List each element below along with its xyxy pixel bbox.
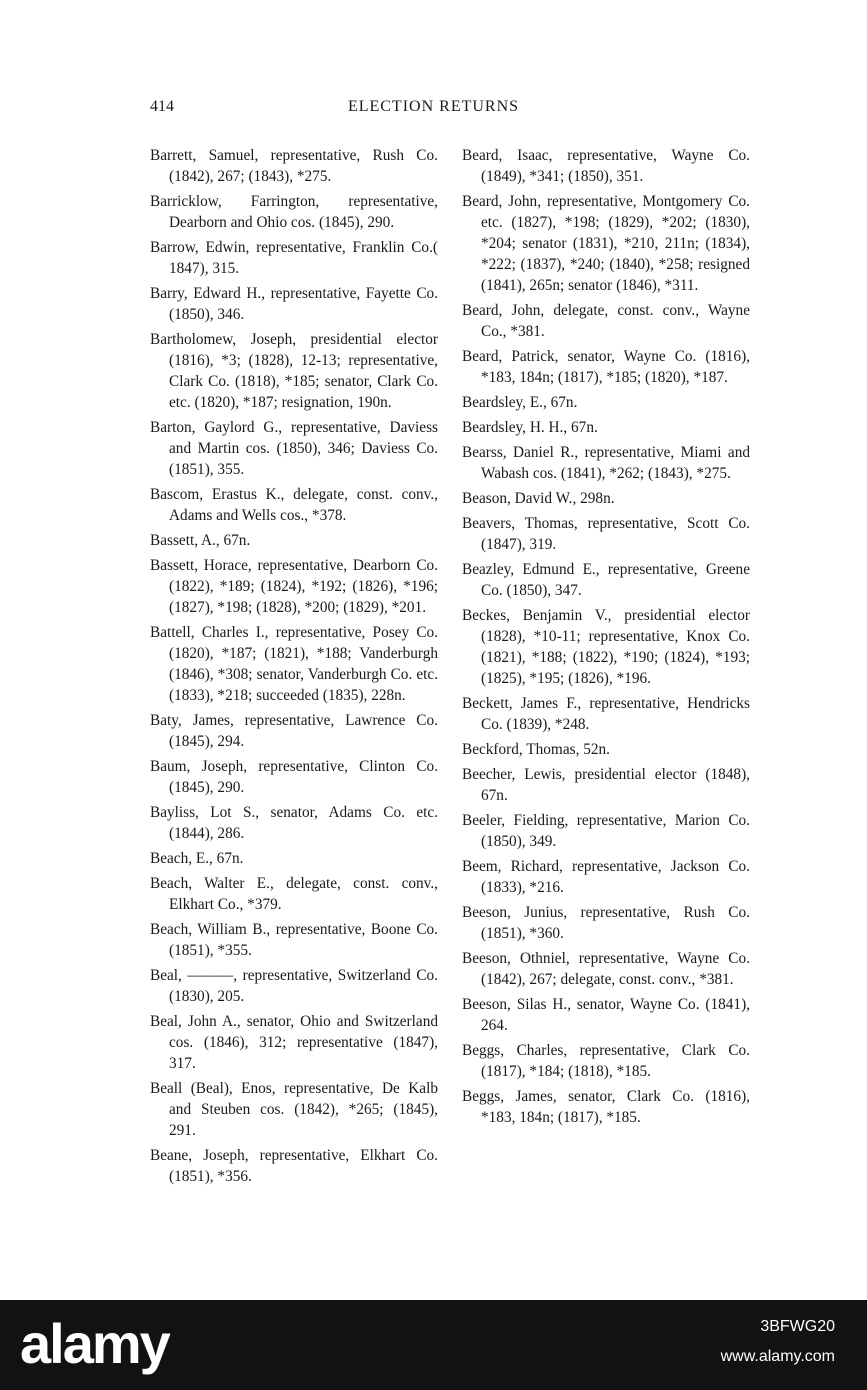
index-entry: Beggs, James, senator, Clark Co. (1816), *183, 184n; (1817), *185.	[462, 1088, 750, 1126]
alamy-logo[interactable]: alamy	[20, 1312, 169, 1375]
index-entry: Beckett, James F., representative, Hendricks Co. (1839), *248.	[462, 695, 750, 733]
index-entry: Bayliss, Lot S., senator, Adams Co. etc. (1844), 286.	[150, 804, 438, 842]
watermark-footer	[0, 1300, 867, 1390]
page-number: 414	[150, 98, 174, 115]
index-entry: Beeler, Fielding, representative, Marion Co. (1850), 349.	[462, 812, 750, 850]
index-entry: Baty, James, representative, Lawrence Co. (1845), 294.	[150, 712, 438, 750]
index-entry: Beeson, Silas H., senator, Wayne Co. (1841), 264.	[462, 996, 750, 1034]
index-entry: Beach, E., 67n.	[150, 850, 244, 867]
site-url[interactable]: www.alamy.com	[720, 1348, 835, 1365]
index-entry: Beard, Isaac, representative, Wayne Co. (1849), *341; (1850), 351.	[462, 147, 750, 185]
index-entry: Beach, Walter E., delegate, const. conv., Elkhart Co., *379.	[150, 875, 438, 913]
index-entry: Barrett, Samuel, representative, Rush Co. (1842), 267; (1843), *275.	[150, 147, 438, 185]
index-entry: Baum, Joseph, representative, Clinton Co. (1845), 290.	[150, 758, 438, 796]
index-entry: Beal, ———, representative, Switzerland Co. (1830), 205.	[150, 967, 438, 1005]
index-column-right	[462, 145, 750, 1132]
index-entry: Beazley, Edmund E., representative, Greene Co. (1850), 347.	[462, 561, 750, 599]
index-entry: Beal, John A., senator, Ohio and Switzerland cos. (1846), 312; representative (1847), 317.	[150, 1013, 438, 1072]
index-entry: Beardsley, H. H., 67n.	[462, 419, 598, 436]
index-column-left	[150, 145, 438, 1191]
image-id: 3BFWG20	[760, 1318, 835, 1335]
index-entry: Beeson, Junius, representative, Rush Co. (1851), *360.	[462, 904, 750, 942]
index-entry: Beggs, Charles, representative, Clark Co. (1817), *184; (1818), *185.	[462, 1042, 750, 1080]
index-entry: Battell, Charles I., representative, Posey Co. (1820), *187; (1821), *188; Vanderburgh (1846), *308; senator, Vanderburgh Co. etc. (1833), *218; succeeded (1835), 228n.	[150, 624, 438, 704]
index-entry: Beem, Richard, representative, Jackson Co. (1833), *216.	[462, 858, 750, 896]
index-entry: Beason, David W., 298n.	[462, 490, 615, 507]
index-entry: Beeson, Othniel, representative, Wayne Co. (1842), 267; delegate, const. conv., *381.	[462, 950, 750, 988]
running-head: ELECTION RETURNS	[347, 98, 520, 115]
index-entry: Barry, Edward H., representative, Fayette Co. (1850), 346.	[150, 285, 438, 323]
index-entry: Barton, Gaylord G., representative, Daviess and Martin cos. (1850), 346; Daviess Co. (1851), 355.	[150, 419, 438, 478]
index-entry: Barrow, Edwin, representative, Franklin Co.( 1847), 315.	[150, 239, 438, 277]
index-entry: Bassett, Horace, representative, Dearborn Co. (1822), *189; (1824), *192; (1826), *196; (1827), *198; (1828), *200; (1829), *201.	[150, 557, 438, 616]
index-entry: Beall (Beal), Enos, representative, De Kalb and Steuben cos. (1842), *265; (1845), 291.	[150, 1080, 438, 1139]
index-entry: Beecher, Lewis, presidential elector (1848), 67n.	[462, 766, 750, 804]
index-entry: Beard, Patrick, senator, Wayne Co. (1816), *183, 184n; (1817), *185; (1820), *187.	[462, 348, 750, 386]
index-entry: Beane, Joseph, representative, Elkhart Co. (1851), *356.	[150, 1147, 438, 1185]
index-entry: Beardsley, E., 67n.	[462, 394, 578, 411]
index-entry: Beckes, Benjamin V., presidential elector (1828), *10-11; representative, Knox Co. (1821), *188; (1822), *190; (1824), *193; (1825), *195; (1826), *196.	[462, 607, 750, 687]
index-entry: Bartholomew, Joseph, presidential elector (1816), *3; (1828), 12-13; representative, Clark Co. (1818), *185; senator, Clark Co. etc. (1820), *187; resignation, 190n.	[150, 331, 438, 411]
index-entry: Bascom, Erastus K., delegate, const. conv., Adams and Wells cos., *378.	[150, 486, 438, 524]
index-entry: Beckford, Thomas, 52n.	[462, 741, 610, 758]
index-entry: Beach, William B., representative, Boone Co. (1851), *355.	[150, 921, 438, 959]
index-entry: Bassett, A., 67n.	[150, 532, 251, 549]
index-entry: Barricklow, Farrington, representative, Dearborn and Ohio cos. (1845), 290.	[150, 193, 438, 231]
index-entry: Beard, John, representative, Montgomery Co. etc. (1827), *198; (1829), *202; (1830), *204; senator (1831), *210, 211n; (1834), *222; (1837), *240; (1840), *258; resigned (1841), 265n; senator (1846), *311.	[462, 193, 750, 294]
index-entry: Beavers, Thomas, representative, Scott Co. (1847), 319.	[462, 515, 750, 553]
index-entry: Beard, John, delegate, const. conv., Wayne Co., *381.	[462, 302, 750, 340]
index-entry: Bearss, Daniel R., representative, Miami and Wabash cos. (1841), *262; (1843), *275.	[462, 444, 750, 482]
